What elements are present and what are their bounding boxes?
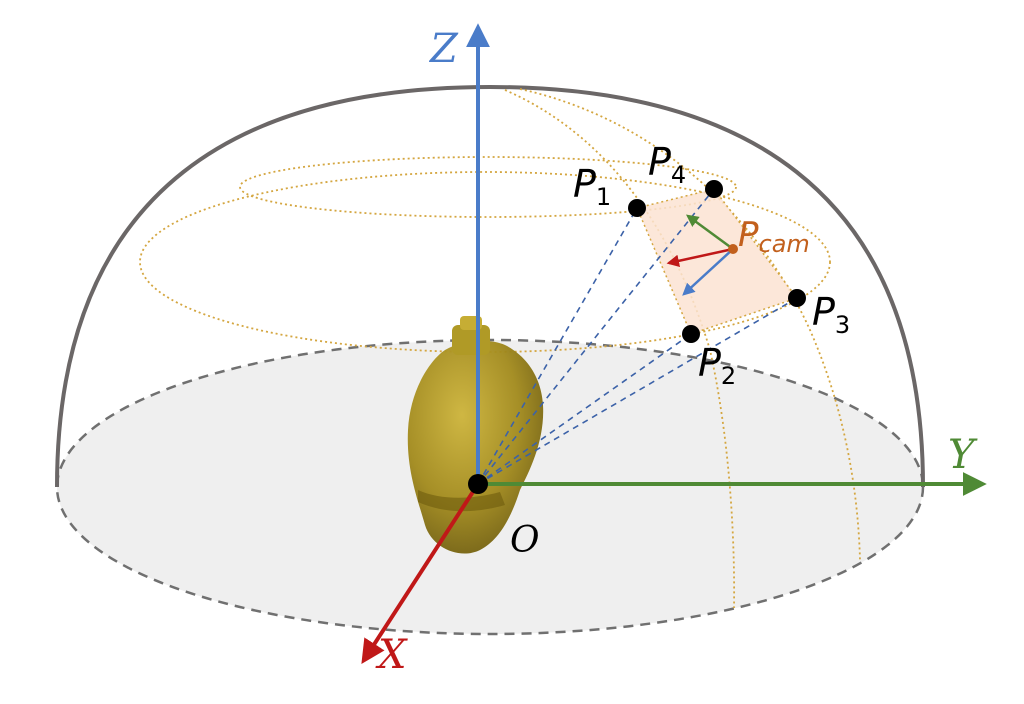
origin-point bbox=[468, 474, 488, 494]
z-axis-label: Z bbox=[430, 26, 458, 72]
point-p4 bbox=[705, 180, 723, 198]
label-pcam: Pcam bbox=[738, 215, 810, 258]
origin-label: O bbox=[510, 520, 540, 561]
label-p3: $P_3$ bbox=[812, 290, 851, 339]
camera-center-dot bbox=[728, 244, 738, 254]
point-p3 bbox=[788, 289, 806, 307]
x-axis-label: X bbox=[378, 632, 407, 678]
label-p2: $P_2$ bbox=[698, 341, 737, 390]
point-p1 bbox=[628, 199, 646, 217]
y-axis-label: Y bbox=[948, 432, 975, 478]
label-p1: $P_1$ bbox=[573, 162, 612, 211]
label-p4: $P_4$ bbox=[648, 140, 687, 189]
